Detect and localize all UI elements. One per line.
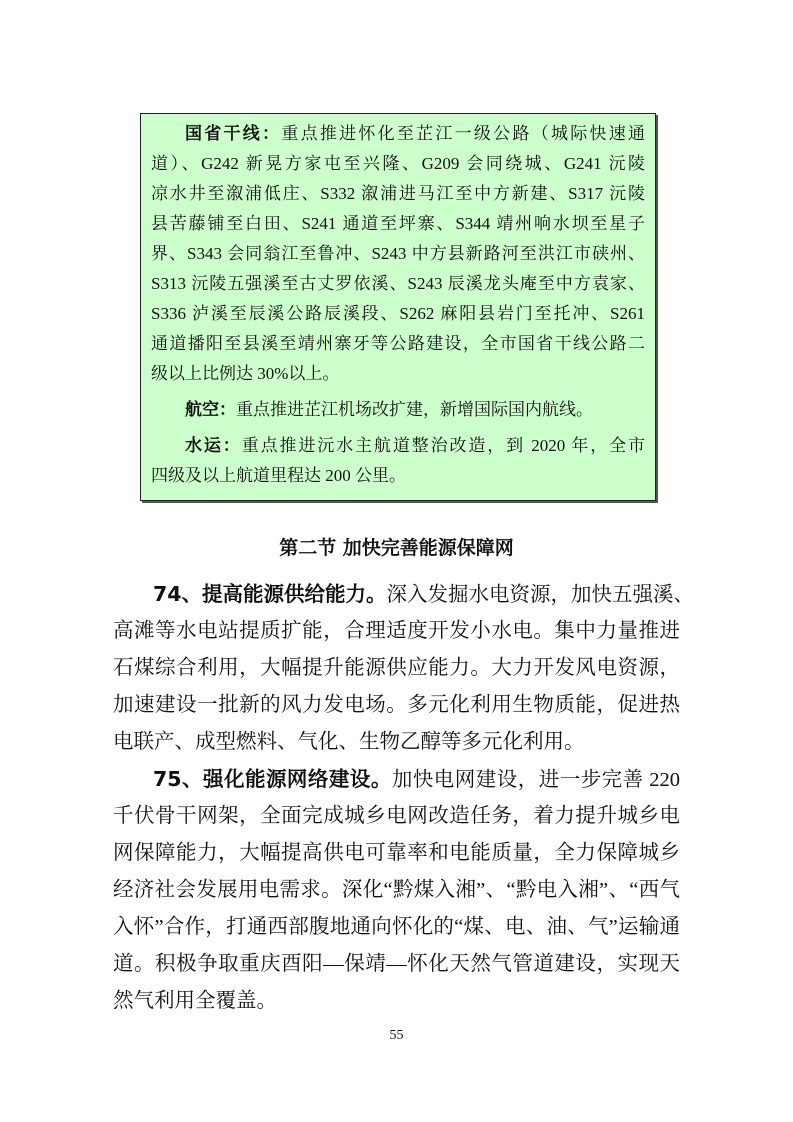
item-74-heading: 74、提高能源供给能力。 <box>153 582 387 606</box>
box-line: 通道播阳至县溪至靖州寨牙等公路建设，全市国省干线公路二 <box>151 334 645 353</box>
item-75-heading: 75、强化能源网络建设。 <box>153 767 392 791</box>
label-trunk-roads: 国省干线： <box>185 124 282 144</box>
box-line: S313 沅陵五强溪至古丈罗依溪、S243 辰溪龙头庵至中方袁家、 <box>151 274 645 293</box>
label-waterway: 水运： <box>185 436 242 456</box>
paragraph-line: 高滩等水电站提质扩能，合理适度开发小水电。集中力量推进 <box>113 620 680 642</box>
box-line: 界、S343 会同翁江至鲁冲、S243 中方县新路河至洪江市硖州、 <box>151 244 645 263</box>
section-title: 第二节 加快完善能源保障网 <box>279 537 514 559</box>
box-line: 航空：重点推进芷江机场改扩建，新增国际国内航线。 <box>185 400 593 420</box>
box-line: S336 泸溪至辰溪公路辰溪段、S262 麻阳县岩门至托冲、S261 <box>151 304 645 323</box>
box-line: 凉水井至溆浦低庄、S332 溆浦进马江至中方新建、S317 沅陵 <box>151 184 645 203</box>
paragraph-line: 网保障能力，大幅提高供电可靠率和电能质量，全力保障城乡 <box>113 842 680 864</box>
paragraph-line: 然气利用全覆盖。 <box>113 990 277 1012</box>
paragraph-line: 75、强化能源网络建设。加快电网建设，进一步完善 220 <box>153 767 680 791</box>
box-line: 级以上比例达 30%以上。 <box>151 364 340 383</box>
box-line: 四级及以上航道里程达 200 公里。 <box>151 466 406 485</box>
paragraph-line: 74、提高能源供给能力。深入发掘水电资源，加快五强溪、 <box>153 582 695 606</box>
paragraph-line: 石煤综合利用，大幅提升能源供应能力。大力开发风电资源， <box>113 657 680 679</box>
paragraph-line: 千伏骨干网架，全面完成城乡电网改造任务，着力提升城乡电 <box>113 805 680 827</box>
label-aviation: 航空： <box>185 400 236 420</box>
paragraph-line: 入怀”合作，打通西部腹地通向怀化的“煤、电、油、气”运输通 <box>113 916 680 938</box>
box-line: 县苦藤铺至白田、S241 通道至坪寨、S344 靖州响水坝至星子 <box>151 214 645 233</box>
box-line: 水运：重点推进沅水主航道整治改造，到 2020 年，全市 <box>185 436 646 456</box>
page-number: 55 <box>389 1028 404 1043</box>
highlight-box <box>140 113 656 501</box>
paragraph-line: 电联产、成型燃料、气化、生物乙醇等多元化利用。 <box>113 731 585 753</box>
paragraph-line: 道。积极争取重庆酉阳—保靖—怀化天然气管道建设，实现天 <box>113 953 680 975</box>
paragraph-line: 经济社会发展用电需求。深化“黔煤入湘”、“黔电入湘”、“西气 <box>113 879 680 901</box>
box-line: 国省干线：重点推进怀化至芷江一级公路（城际快速通 <box>185 124 646 144</box>
box-line: 道）、G242 新晃方家屯至兴隆、G209 会同绕城、G241 沅陵 <box>151 154 645 173</box>
paragraph-line: 加速建设一批新的风力发电场。多元化利用生物质能，促进热 <box>113 694 680 716</box>
